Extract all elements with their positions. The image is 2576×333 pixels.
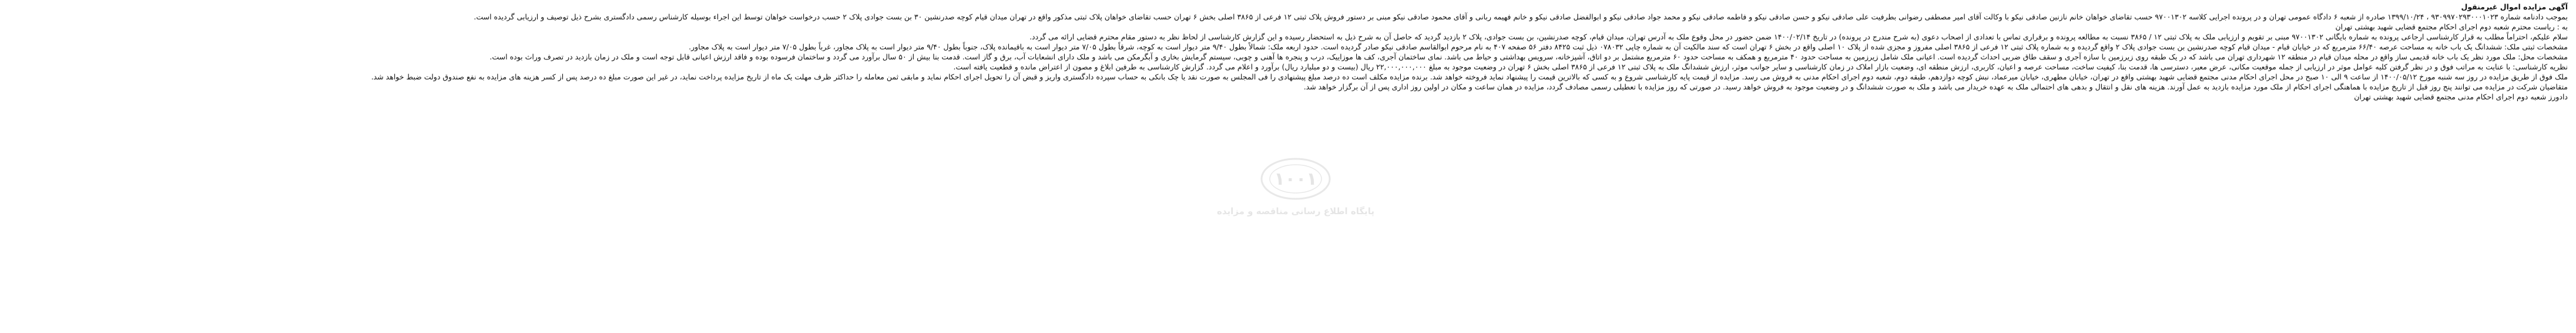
watermark-number: ۱۰۰۱ bbox=[1274, 169, 1317, 189]
notice-title: آگهی مزایده اموال غیرمنقول bbox=[2461, 2, 2568, 11]
notice-paragraph-5: مشخصات محل: ملک مورد نظر یک باب خانه قدیمی ساز واقع در محله میدان قیام در منطقه ۱۲ شهرداری تهران می باشد که در یک طبقه روی زیرزمین با سازه آجری و سقف طاق ضربی احداث گردیده است. اعیانی ملک شامل زیرزمین به مساحت حدود ۴۰ مترمربع و همکف به مساحت حدود ۶۰ مترمربع مشتمل بر دو اتاق، آشپزخانه، سرویس بهداشتی و حیاط می باشد. نمای ساختمان آجری، کف ها موزاییک، درب و پنجره ها آهنی و چوبی، سیستم گرمایش بخاری و آبگرمکن می باشد و ملک دارای انشعابات آب، برق و گاز است. قدمت بنا بیش از ۵۰ سال برآورد می گردد و ساختمان فرسوده بوده و فاقد ارزش اعیانی قابل توجه است و ملک در زمان بازدید در تصرف وراث بوده است. bbox=[489, 52, 2568, 61]
watermark-caption: پایگاه اطلاع رسانی مناقصه و مزایده bbox=[1217, 206, 1374, 217]
notice-paragraph-1: بموجب دادنامه شماره ۹۳۰۹۹۷۰۲۹۳۰۰۰۱۰۲۳ ، ۱۳۹۹/۱۰/۲۴ صادره از شعبه ۶ دادگاه عمومی تهران و در پرونده اجرایی کلاسه ۹۷۰۰۱۳۰۲ حسب تقاضای خواهان خانم نازنین صادقی نیکو با وکالت آقای امیر مصطفی رضوانی بطرفیت علی صادقی نیکو و حسن صادقی نیکو و فاطمه صادقی نیکو و محمد جواد صادقی نیکو و ابوالفضل صادقی نیکو و خانم فهیمه ربانی و آقای محمود صادقی نیکو مبنی بر دستور فروش پلاک ثبتی ۱۲ فرعی از ۳۸۶۵ اصلی بخش ۶ تهران حسب تقاضای خواهان پلاک ثبتی مذکور واقع در تهران میدان قیام کوچه صدرنشین ۳۰ بن بست جوادی پلاک ۲ حسب درخواست خواهان توسط این اجراء بوسیله کارشناس رسمی دادگستری بشرح ذیل توصیف و ارزیابی گردیده است. bbox=[474, 12, 2568, 21]
notice-paragraph-4: مشخصات ثبتی ملک: ششدانگ یک باب خانه به مساحت عرصه ۶۶/۴۰ مترمربع که در خیابان قیام - میدان قیام کوچه صدرنشین بن بست جوادی پلاک ۲ واقع گردیده و به شماره پلاک ثبتی ۱۲ فرعی از ۳۸۶۵ اصلی مفروز و مجزی شده از پلاک ۱۰ اصلی واقع در بخش ۶ تهران است که سند مالکیت آن به شماره چاپی ۰۷۸۰۳۲ ذیل ثبت ۸۴۲۵ دفتر ۵۶ صفحه ۴۰۷ به نام مرحوم ابوالقاسم صادقی نیکو صادر گردیده است. حدود اربعه ملک: شمالاً بطول ۹/۴۰ متر دیوار است به کوچه، شرقاً بطول ۷/۰۵ متر دیوار است به باقیمانده پلاک، جنوباً بطول ۹/۴۰ متر دیوار است به پلاک مجاور، غرباً بطول ۷/۰۵ متر دیوار است به پلاک مجاور. bbox=[689, 42, 2568, 51]
notice-paragraph-9: دادورز شعبه دوم اجرای احکام مدنی مجتمع قضایی شهید بهشتی تهران bbox=[2354, 92, 2568, 101]
notice-paragraph-6: نظریه کارشناسی: با عنایت به مراتب فوق و در نظر گرفتن کلیه عوامل موثر در ارزیابی از جمله موقعیت مکانی، عرض معبر، دسترسی ها، قدمت بنا، کیفیت ساخت، مساحت عرصه و اعیان، کاربری، ارزش منطقه ای، وضعیت بازار املاک در زمان کارشناسی و سایر جوانب موثر، ارزش ششدانگ ملک به پلاک ثبتی ۱۲ فرعی از ۳۸۶۵ اصلی بخش ۶ تهران در وضعیت موجود به مبلغ ۲۲,۰۰۰,۰۰۰,۰۰۰ ریال (بیست و دو میلیارد ریال) برآورد و اعلام می گردد. گزارش کارشناسی به طرفین ابلاغ و مصون از اعتراض مانده و قطعیت یافته است. bbox=[953, 62, 2568, 71]
notice-paragraph-2: به : ریاست محترم شعبه دوم اجرای احکام مجتمع قضایی شهید بهشتی تهران bbox=[2335, 22, 2568, 31]
notice-paragraph-7: ملک فوق از طریق مزایده در روز سه شنبه مورخ ۱۴۰۰/۰۵/۱۲ از ساعت ۹ الی ۱۰ صبح در محل اجرای احکام مدنی مجتمع قضایی شهید بهشتی واقع در تهران، خیابان مطهری، خیابان میرعماد، نبش کوچه دوازدهم، طبقه دوم، شعبه دوم اجرای احکام مدنی به فروش می رسد. مزایده از قیمت پایه کارشناسی شروع و به کسی که بالاترین قیمت را پیشنهاد نماید فروخته خواهد شد. برنده مزایده مکلف است ده درصد مبلغ پیشنهادی را فی المجلس به صورت نقد یا چک بانکی به حساب سپرده دادگستری واریز و قبض آن را تحویل اجرای احکام نماید و مابقی ثمن معامله را حداکثر ظرف مهلت یک ماه از تاریخ مزایده پرداخت نماید، در غیر این صورت مبلغ ده درصد پس از کسر هزینه های مزایده به نفع صندوق دولت ضبط خواهد شد. bbox=[371, 72, 2568, 81]
notice-paragraph-8: متقاضیان شرکت در مزایده می توانند پنج روز قبل از تاریخ مزایده با هماهنگی اجرای احکام از ملک مورد مزایده بازدید به عمل آورند. هزینه های نقل و انتقال و بدهی های احتمالی ملک به عهده خریدار می باشد و ملک به صورت ششدانگ و در وضعیت موجود به فروش خواهد رسید. در صورتی که روز مزایده با تعطیلی رسمی مصادف گردد، مزایده در همان ساعت و مکان در اولین روز اداری پس از آن برگزار خواهد شد. bbox=[1303, 82, 2568, 91]
notice-paragraph-3: سلام علیکم، احتراماً مطلب به قرار کارشناسی ارجاعی پرونده به شماره بایگانی ۹۷۰۰۱۳۰۲ مبنی بر تقویم و ارزیابی ملک به پلاک ثبتی ۱۲ / ۳۸۶۵ نسبت به مطالعه پرونده و برقراری تماس با تعدادی از اصحاب دعوی (به شرح مندرج در پرونده) در تاریخ ۱۴۰۰/۰۲/۱۴ ضمن حضور در محل وقوع ملک به آدرس تهران، میدان قیام، کوچه صدرنشین، بن بست جوادی، پلاک ۲ بازدید گردید که حاصل آن به شرح ذیل به استحضار رسیده و این گزارش کارشناسی از لحاظ نظر به دستور مقام محترم قضایی ارائه می گردد. bbox=[1029, 32, 2568, 41]
